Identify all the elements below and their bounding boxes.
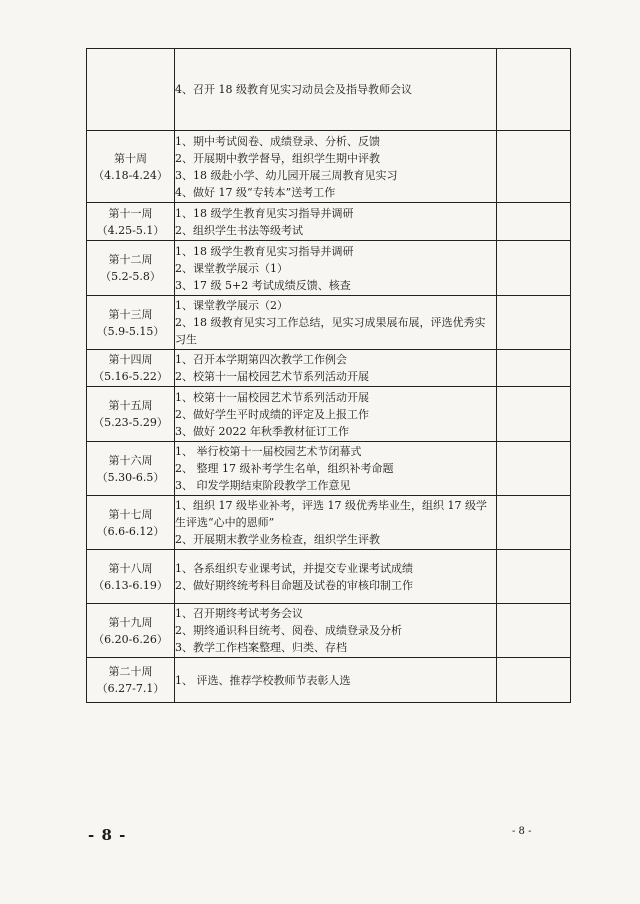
week-name: 第十六周 bbox=[108, 453, 153, 467]
task-item: 4、做好 17 级“专转本”送考工作 bbox=[175, 185, 336, 199]
week-name: 第十四周 bbox=[108, 353, 153, 366]
task-item: 3、17 级 5+2 考试成绩反馈、核查 bbox=[175, 278, 351, 292]
week-date-range: （5.23-5.29） bbox=[93, 416, 168, 429]
week-date-range: （4.25-5.1） bbox=[96, 223, 165, 237]
week-date-range: （6.20-6.26） bbox=[93, 632, 168, 646]
remarks-cell bbox=[497, 496, 571, 550]
schedule-row bbox=[87, 550, 571, 604]
tasks-cell bbox=[175, 296, 497, 350]
tasks-cell bbox=[175, 658, 497, 703]
schedule-row bbox=[87, 131, 571, 203]
task-item: 2、做好学生平时成绩的评定及上报工作 bbox=[175, 407, 369, 421]
remarks-cell bbox=[497, 604, 571, 658]
task-item: 1、 评选、推荐学校教师节表彰人选 bbox=[175, 673, 351, 687]
schedule-body bbox=[87, 49, 571, 703]
schedule-row bbox=[87, 387, 571, 442]
remarks-cell bbox=[497, 131, 571, 203]
task-item: 3、18 级赴小学、幼儿园开展三周教育见实习 bbox=[175, 168, 398, 182]
remarks-cell bbox=[497, 241, 571, 296]
tasks-cell bbox=[175, 203, 497, 241]
schedule-row bbox=[87, 350, 571, 387]
week-date-range: （5.9-5.15） bbox=[96, 324, 165, 338]
task-item: 1、校第十一届校园艺术节系列活动开展 bbox=[175, 390, 369, 404]
week-cell bbox=[87, 496, 175, 550]
task-item: 1、各系组织专业课考试，并提交专业课考试成绩 bbox=[175, 561, 413, 575]
week-cell bbox=[87, 241, 175, 296]
task-item: 2、期终通识科目统考、阅卷、成绩登录及分析 bbox=[175, 624, 402, 637]
task-item: 2、做好期终统考科目命题及试卷的审核印制工作 bbox=[175, 578, 413, 592]
remarks-cell bbox=[497, 350, 571, 387]
week-cell bbox=[87, 658, 175, 703]
week-cell bbox=[87, 296, 175, 350]
tasks-cell bbox=[175, 387, 497, 442]
schedule-row bbox=[87, 241, 571, 296]
page-number-right: - 8 - bbox=[512, 826, 532, 837]
tasks-cell bbox=[175, 350, 497, 387]
week-name: 第十二周 bbox=[108, 253, 153, 266]
task-item: 3、做好 2022 年秋季教材征订工作 bbox=[175, 424, 349, 438]
week-cell bbox=[87, 442, 175, 496]
week-name: 第十九周 bbox=[108, 615, 153, 629]
week-cell bbox=[87, 550, 175, 604]
week-name: 第二十周 bbox=[108, 665, 153, 678]
page-number-left: - 8 - bbox=[88, 826, 127, 844]
week-date-range: （4.18-4.24） bbox=[93, 168, 168, 182]
week-cell bbox=[87, 350, 175, 387]
schedule-row bbox=[87, 203, 571, 241]
schedule-row bbox=[87, 49, 571, 131]
schedule-row bbox=[87, 296, 571, 350]
task-item: 2、 整理 17 级补考学生名单，组织补考命题 bbox=[175, 462, 394, 475]
task-item: 2、校第十一届校园艺术节系列活动开展 bbox=[175, 370, 369, 383]
remarks-cell bbox=[497, 203, 571, 241]
tasks-cell bbox=[175, 241, 497, 296]
tasks-cell bbox=[175, 550, 497, 604]
task-item: 2、开展期末教学业务检查，组织学生评教 bbox=[175, 533, 380, 546]
task-item: 4、召开 18 级教育见实习动员会及指导教师会议 bbox=[175, 83, 412, 96]
week-name: 第十三周 bbox=[108, 307, 153, 321]
remarks-cell bbox=[497, 442, 571, 496]
task-item: 1、18 级学生教育见实习指导并调研 bbox=[175, 206, 354, 220]
week-cell bbox=[87, 49, 175, 131]
task-item: 2、开展期中教学督导，组织学生期中评教 bbox=[175, 151, 380, 165]
remarks-cell bbox=[497, 550, 571, 604]
week-date-range: （5.30-6.5） bbox=[96, 470, 165, 484]
task-item: 1、课堂教学展示（2） bbox=[175, 299, 288, 312]
week-name: 第十七周 bbox=[108, 507, 153, 521]
week-cell bbox=[87, 387, 175, 442]
week-cell bbox=[87, 131, 175, 203]
task-item: 1、召开期终考试考务会议 bbox=[175, 607, 303, 620]
week-date-range: （6.13-6.19） bbox=[93, 578, 168, 592]
task-item: 2、课堂教学展示（1） bbox=[175, 261, 288, 275]
tasks-cell bbox=[175, 496, 497, 550]
schedule-row bbox=[87, 496, 571, 550]
week-name: 第十一周 bbox=[108, 206, 153, 220]
schedule-row bbox=[87, 604, 571, 658]
week-cell bbox=[87, 203, 175, 241]
remarks-cell bbox=[497, 296, 571, 350]
week-date-range: （6.27-7.1） bbox=[96, 682, 165, 695]
week-name: 第十八周 bbox=[108, 561, 153, 575]
week-cell bbox=[87, 604, 175, 658]
task-item: 1、召开本学期第四次教学工作例会 bbox=[175, 353, 347, 366]
tasks-cell bbox=[175, 131, 497, 203]
schedule-row bbox=[87, 658, 571, 703]
week-date-range: （6.6-6.12） bbox=[96, 524, 165, 538]
task-item: 1、组织 17 级毕业补考，评选 17 级优秀毕业生，组织 17 级学生评选“心中的恩师” bbox=[175, 499, 487, 529]
tasks-cell bbox=[175, 604, 497, 658]
remarks-cell bbox=[497, 658, 571, 703]
week-name: 第十五周 bbox=[108, 399, 153, 412]
remarks-cell bbox=[497, 49, 571, 131]
tasks-cell bbox=[175, 442, 497, 496]
teaching-schedule-table bbox=[86, 48, 571, 703]
task-item: 2、组织学生书法等级考试 bbox=[175, 223, 303, 237]
task-item: 2、18 级教育见实习工作总结，见实习成果展布展，评选优秀实习生 bbox=[175, 316, 486, 346]
remarks-cell bbox=[497, 387, 571, 442]
task-item: 3、 印发学期结束阶段教学工作意见 bbox=[175, 479, 351, 492]
week-date-range: （5.2-5.8） bbox=[100, 270, 161, 283]
tasks-cell bbox=[175, 49, 497, 131]
schedule-row bbox=[87, 442, 571, 496]
task-item: 1、18 级学生教育见实习指导并调研 bbox=[175, 244, 354, 258]
week-name: 第十周 bbox=[114, 151, 147, 165]
task-item: 1、期中考试阅卷、成绩登录、分析、反馈 bbox=[175, 134, 380, 148]
task-item: 3、教学工作档案整理、归类、存档 bbox=[175, 641, 347, 654]
task-item: 1、 举行校第十一届校园艺术节闭幕式 bbox=[175, 445, 362, 458]
week-date-range: （5.16-5.22） bbox=[93, 370, 168, 383]
